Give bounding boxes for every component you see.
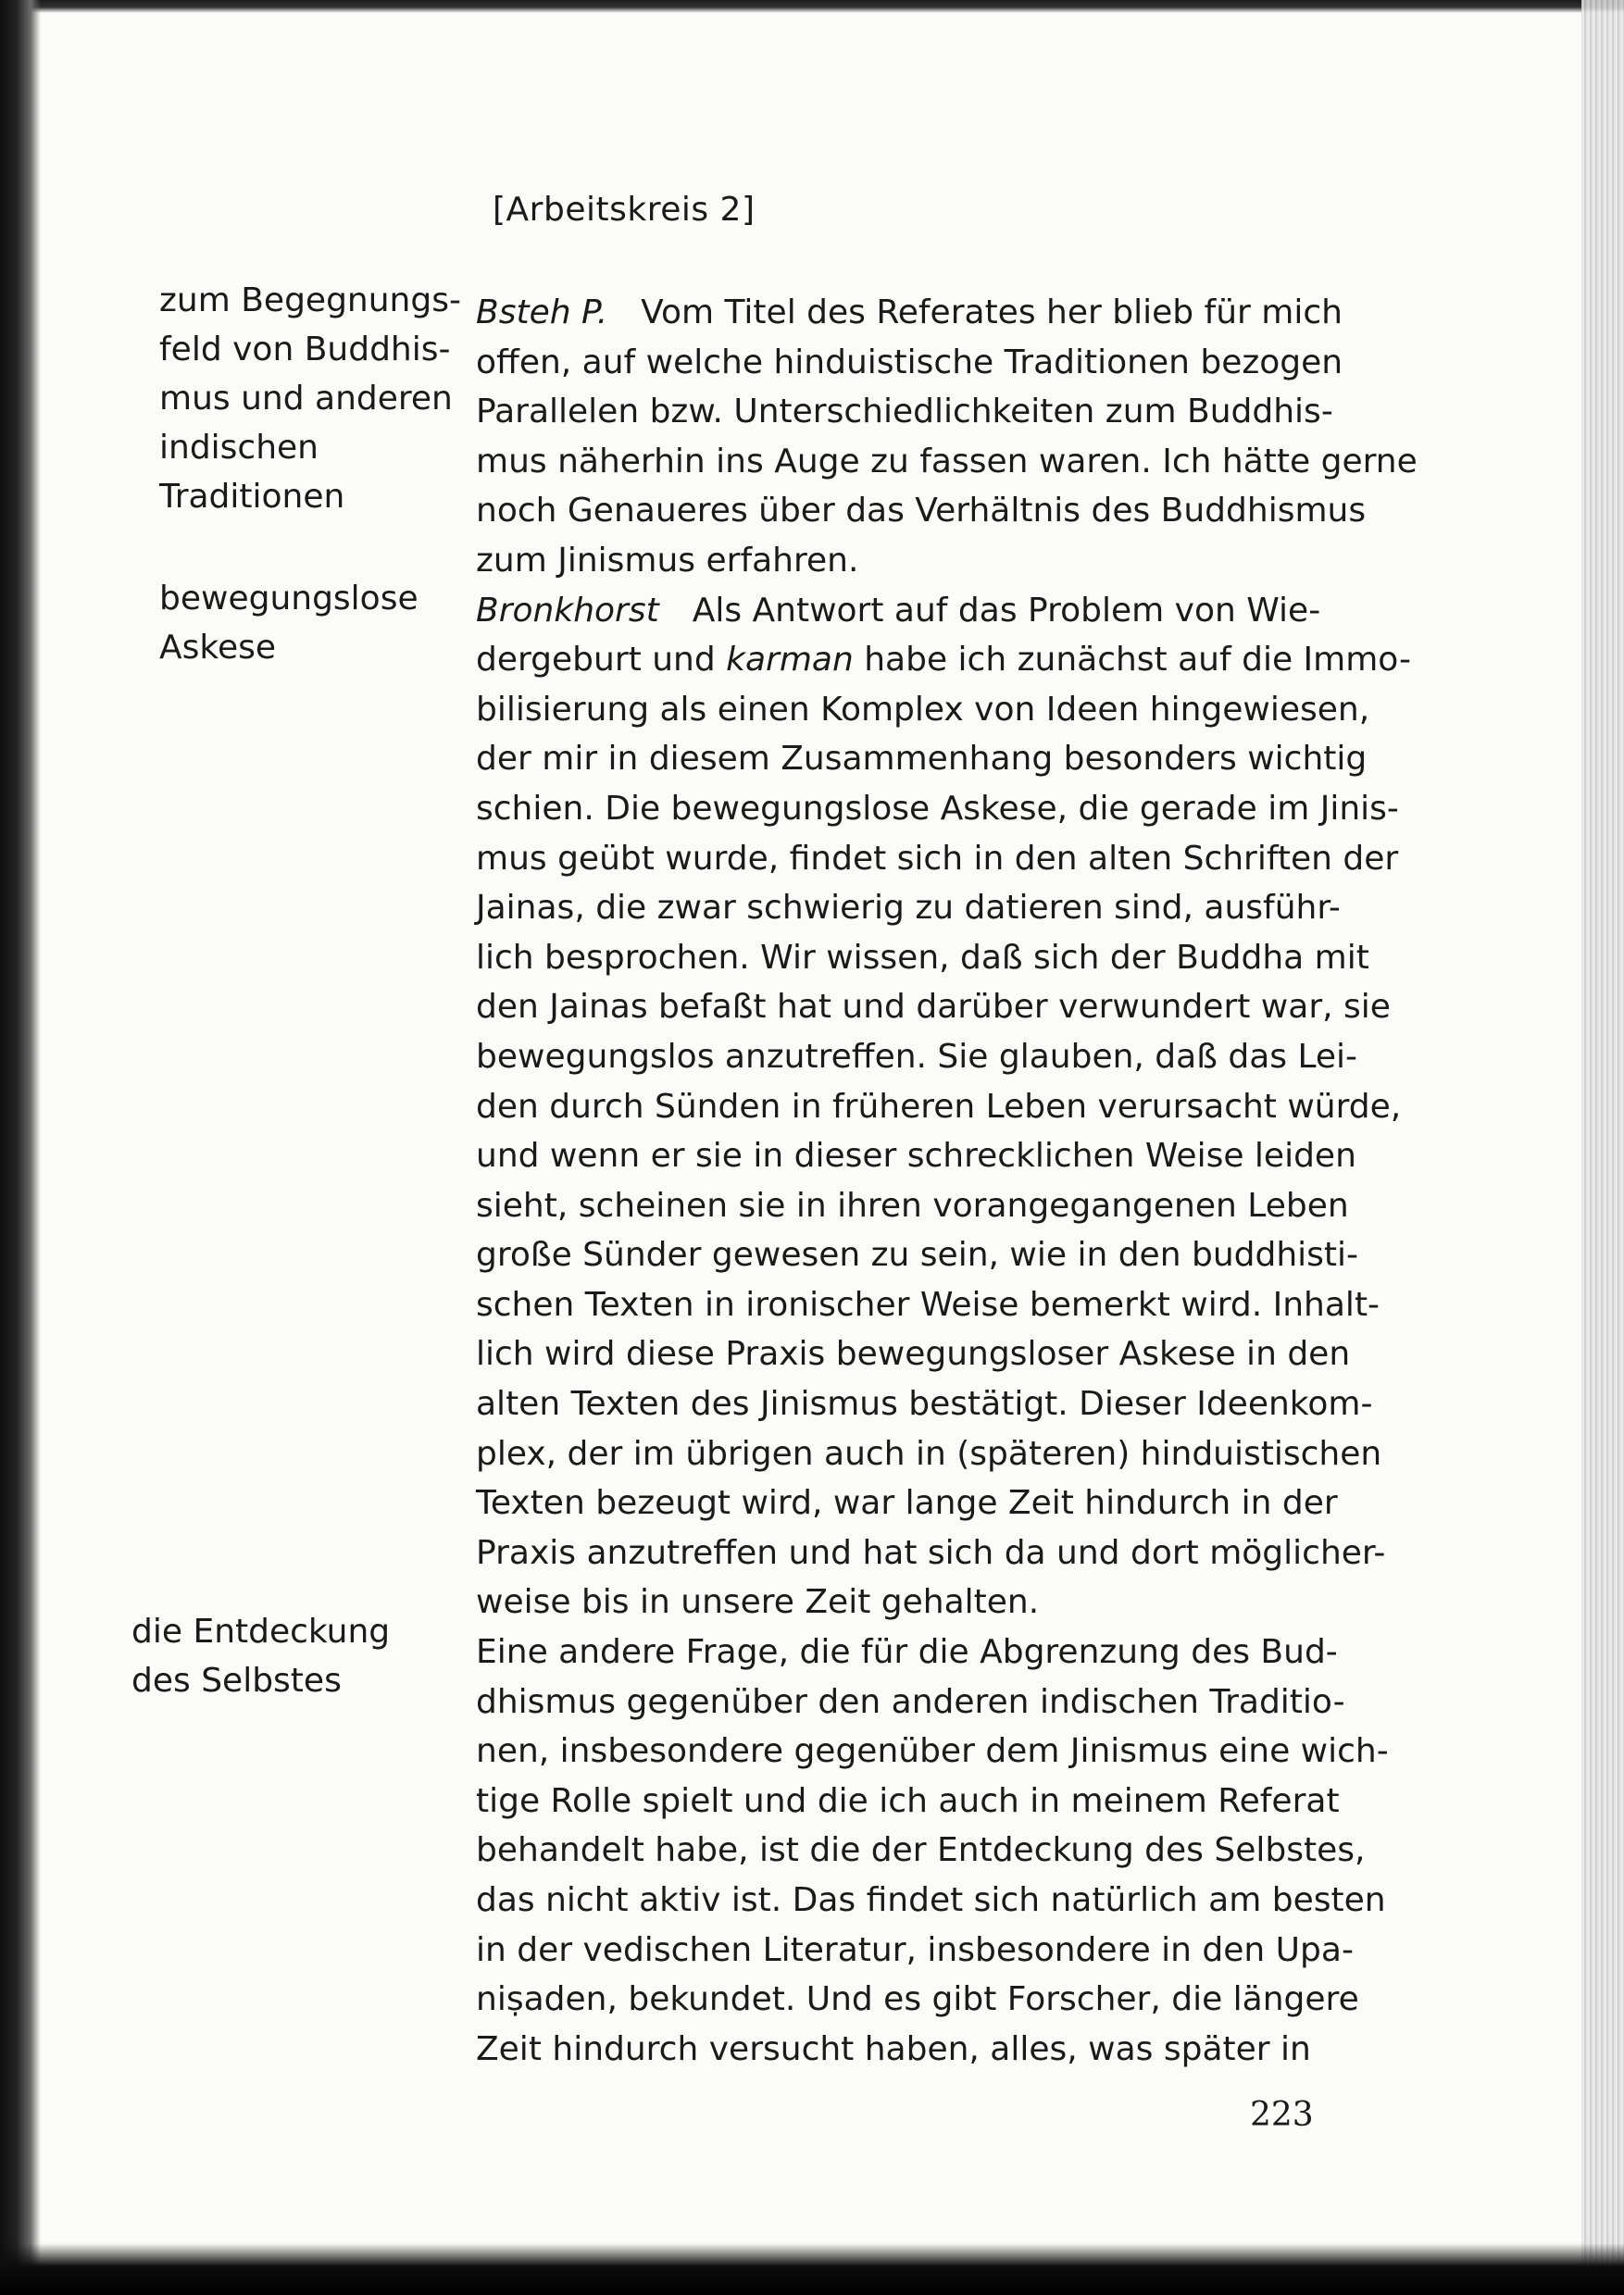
margin-note-line: zum Begegnungs- [159,281,461,319]
text-line: schen Texten in ironischer Weise bemerkt wird. Inhalt- [476,1285,1380,1324]
scan-edge-left [0,0,41,2295]
margin-note-line: bewegungslose [159,580,418,617]
text-line: und wenn er sie in dieser schrecklichen Weise leiden [476,1137,1356,1176]
text-line [476,288,1365,338]
text-line: offen, auf welche hinduistische Traditionen bezogen [476,343,1343,381]
text-segment: habe ich zunächst auf die Immo- [853,641,1411,680]
text-line: zum Jinismus erfahren. [476,541,859,580]
speaker-name: Bsteh P. [476,293,608,331]
margin-note-line: Traditionen [159,478,345,516]
margin-note-line: mus und anderen [159,380,453,418]
text-line: der mir in diesem Zusammenhang besonders wichtig [476,740,1368,779]
text-line: das nicht aktiv ist. Das findet sich natürlich am besten [476,1881,1386,1919]
text-line: Eine andere Frage, die für die Abgrenzung des Bud- [476,1633,1338,1672]
text-line: sieht, scheinen sie in ihren vorangegangenen Leben [476,1186,1349,1225]
margin-note-line: indischen [159,429,319,467]
margin-note-askese [159,574,465,672]
text-line: bilisierung als einen Komplex von Ideen hingewiesen, [476,690,1370,729]
text-line: den durch Sünden in früheren Leben verursacht würde, [476,1087,1402,1126]
text-segment: Als Antwort auf das Problem von Wie- [692,591,1321,630]
main-text [476,288,1418,2074]
margin-note-line: des Selbstes [131,1662,342,1700]
text-line: nen, insbesondere gegenüber dem Jinismus eine wich- [476,1732,1389,1771]
speaker-name: Bronkhorst [476,591,659,630]
text-line: tige Rolle spielt und die ich auch in meinem Referat [476,1781,1340,1820]
text-line: Zeit hindurch versucht haben, alles, was später in [476,2029,1311,2068]
text-line: lich besprochen. Wir wissen, daß sich der Buddha mit [476,938,1369,977]
text-segment: Vom Titel des Referates her blieb für mich [641,293,1343,331]
emphasis-term: karman [726,641,854,680]
text-line: Texten bezeugt wird, war lange Zeit hindurch in der [476,1484,1338,1523]
text-line: plex, der im übrigen auch in (späteren) hinduistischen [476,1434,1382,1473]
text-line: mus geübt wurde, findet sich in den alten Schriften der [476,839,1399,878]
text-line: große Sünder gewesen zu sein, wie in den buddhisti- [476,1236,1359,1275]
text-line: behandelt habe, ist die der Entdeckung des Selbstes, [476,1831,1366,1870]
text-line: Parallelen bzw. Unterschiedlichkeiten zum Buddhis- [476,393,1333,431]
margin-note-line: Askese [159,629,276,667]
text-line: schien. Die bewegungslose Askese, die gerade im Jinis- [476,789,1399,828]
text-line: dhismus gegenüber den anderen indischen Traditio- [476,1682,1345,1721]
text-line: den Jainas befaßt hat und darüber verwundert war, sie [476,988,1391,1027]
text-line: niṣaden, bekundet. Und es gibt Forscher, die längere [476,1980,1359,2019]
page-stack-edge-right [1581,0,1624,2295]
text-line: Praxis anzutreffen und hat sich da und dort möglicher- [476,1533,1386,1572]
margin-note-selbst [131,1607,437,1705]
scan-edge-bottom [0,2243,1624,2295]
text-line: bewegungslos anzutreffen. Sie glauben, daß das Lei- [476,1037,1358,1076]
margin-note-line: feld von Buddhis- [159,331,451,368]
text-line [476,635,1411,685]
text-line: weise bis in unsere Zeit gehalten. [476,1583,1040,1622]
text-line: noch Genaueres über das Verhältnis des Buddhismus [476,492,1367,530]
text-line [476,586,1365,636]
page-number: 223 [1250,2096,1314,2134]
text-line: Jainas, die zwar schwierig zu datieren sind, ausführ- [476,889,1341,928]
text-segment: dergeburt und [476,641,727,680]
running-header: [Arbeitskreis 2] [493,191,756,229]
margin-note-begegnungsfeld [159,276,465,521]
text-line: in der vedischen Literatur, insbesondere in den Upa- [476,1930,1354,1969]
text-line: alten Texten des Jinismus bestätigt. Dieser Ideenkom- [476,1385,1373,1424]
text-line: mus näherhin ins Auge zu fassen waren. Ich hätte gerne [476,442,1418,480]
scan-edge-top [0,0,1624,13]
margin-note-line: die Entdeckung [131,1613,391,1651]
text-line: lich wird diese Praxis bewegungsloser Askese in den [476,1335,1351,1374]
